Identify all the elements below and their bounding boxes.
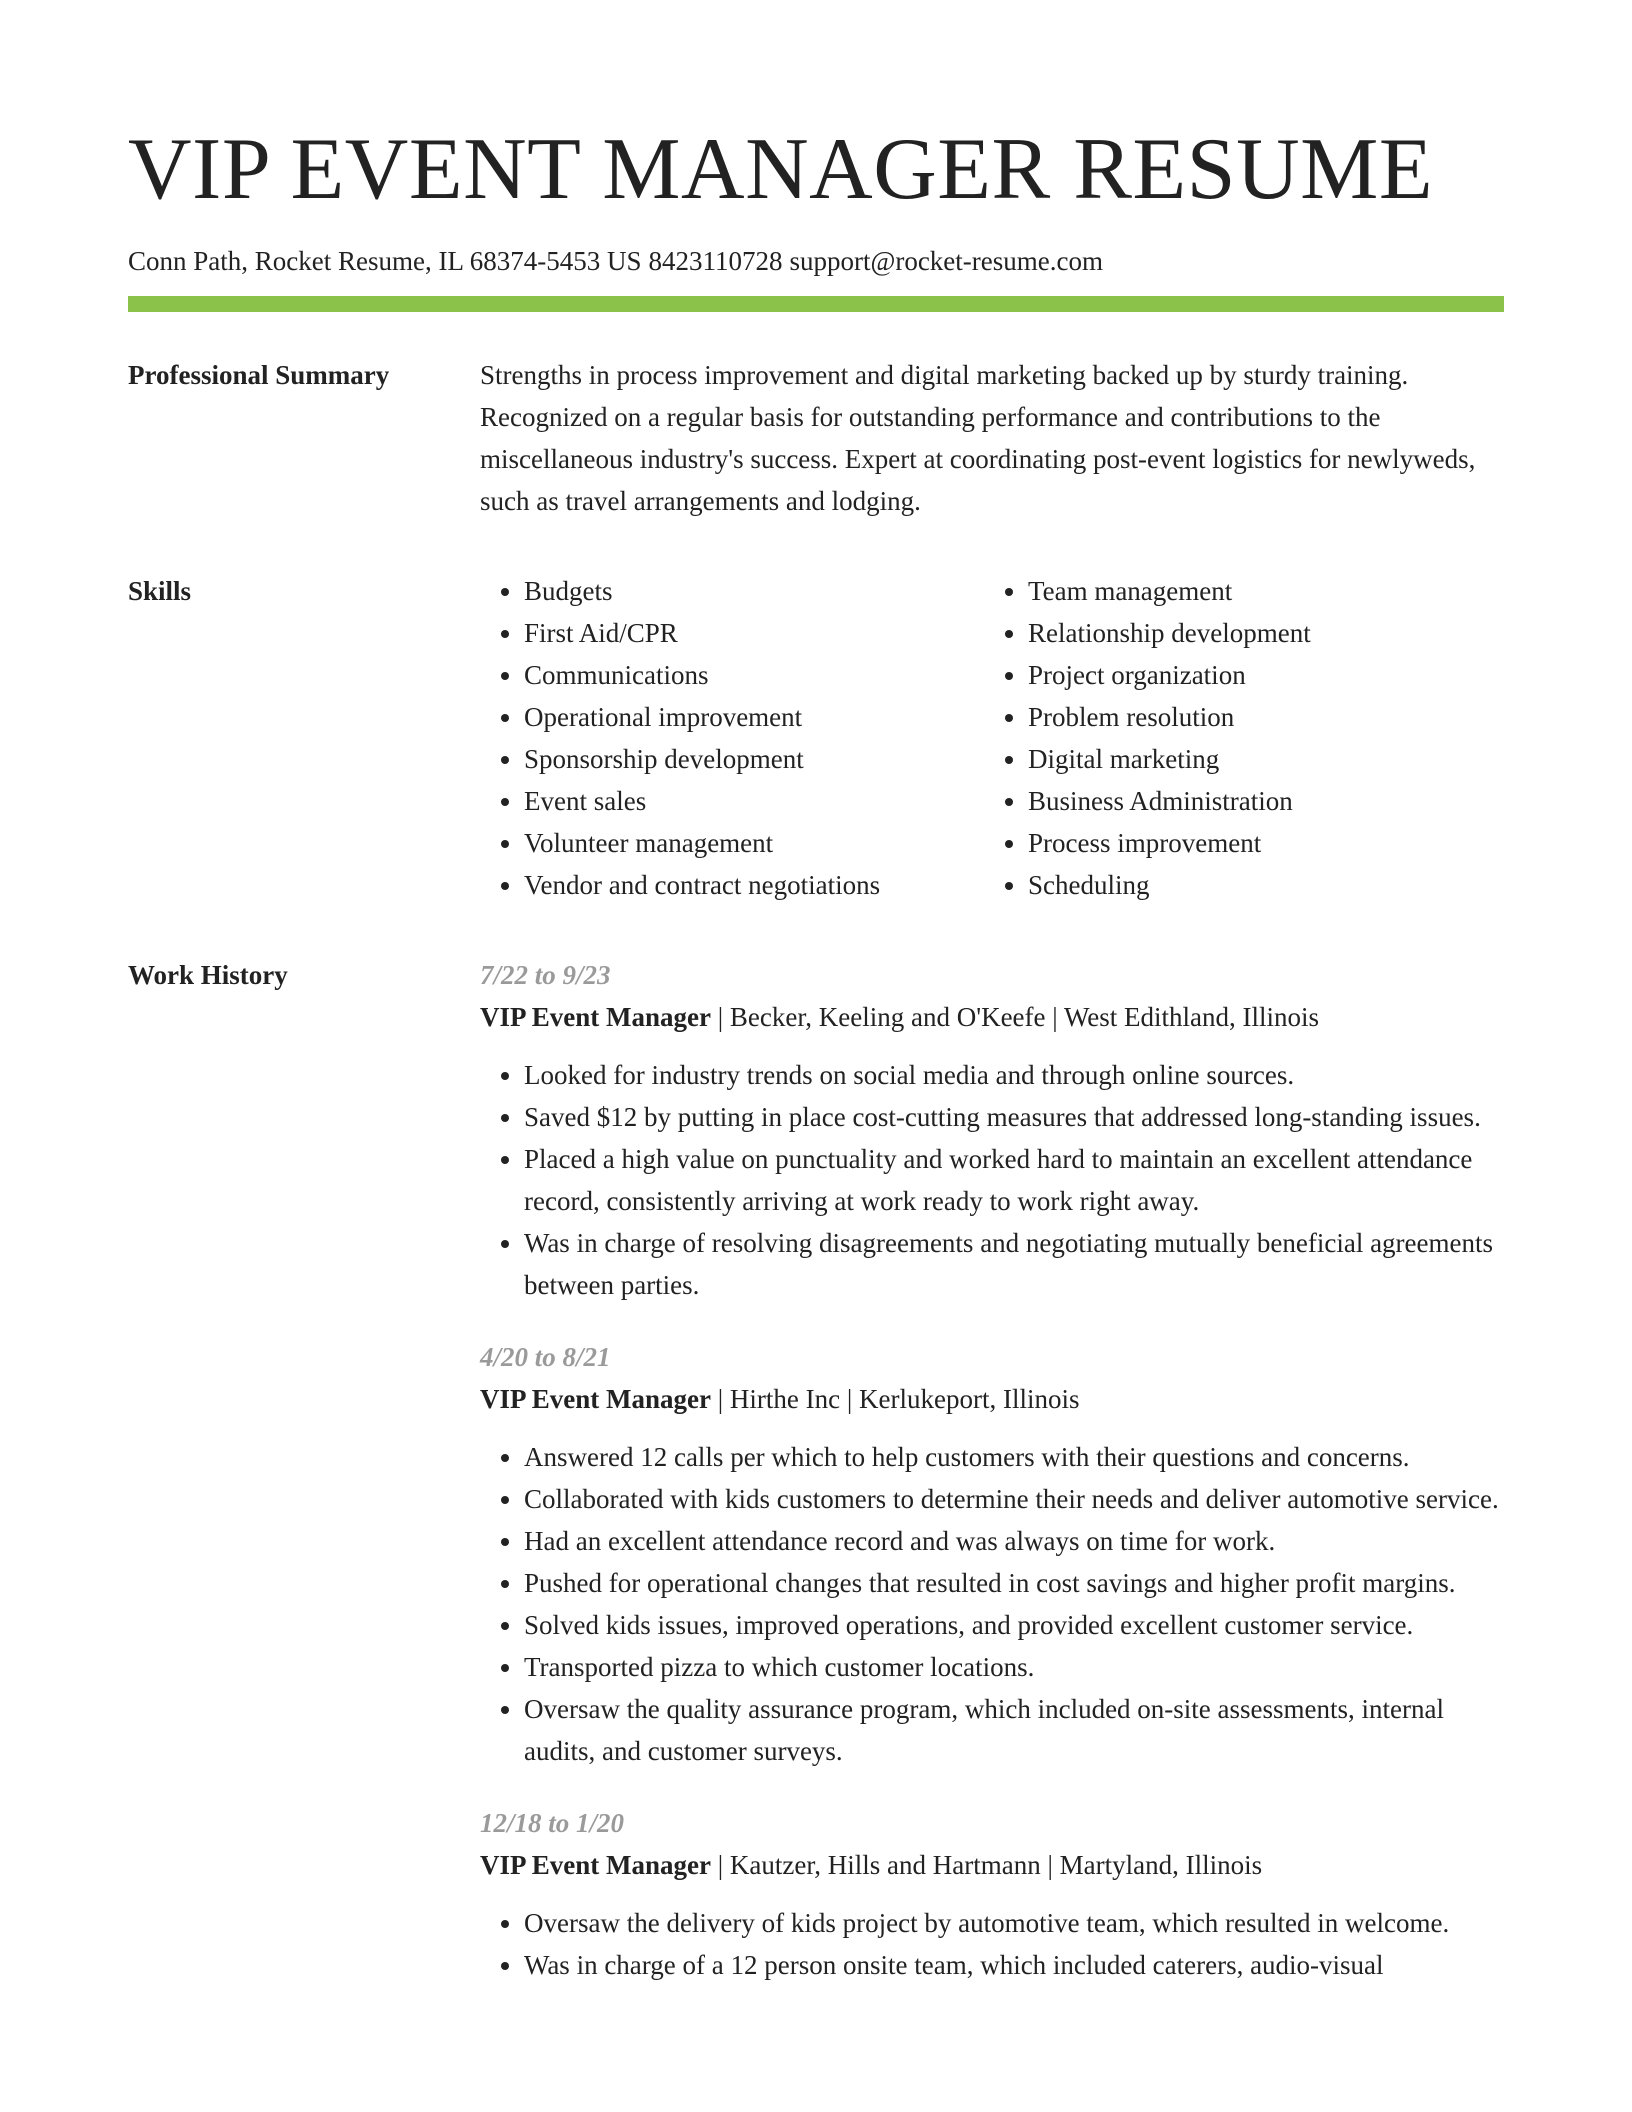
job-separator: |: [1052, 1002, 1058, 1032]
job-dates: 12/18 to 1/20: [480, 1808, 625, 1838]
job-separator: |: [1047, 1850, 1053, 1880]
contact-phone: 8423110728: [648, 246, 783, 276]
skill-item: • First Aid/CPR: [524, 612, 984, 654]
job-bullet: • Was in charge of a 12 person onsite team, which included caterers, audio-visual: [524, 1944, 1504, 1986]
skills-section: [128, 570, 1504, 906]
skill-item: • Operational improvement: [524, 696, 984, 738]
job-bullets: [480, 1436, 1504, 1772]
contact-line: [128, 244, 1504, 278]
job-heading: [480, 1378, 1504, 1420]
job-bullet: • Oversaw the delivery of kids project by automotive team, which resulted in welcome.: [524, 1902, 1504, 1944]
resume-title: VIP EVENT MANAGER RESUME: [128, 121, 1434, 218]
skill-item: • Process improvement: [1028, 822, 1311, 864]
job-title: VIP Event Manager: [480, 1002, 711, 1032]
job-bullet: • Transported pizza to which customer locations.: [524, 1646, 1504, 1688]
skill-item: • Project organization: [1028, 654, 1311, 696]
contact-email: support@rocket-resume.com: [789, 246, 1103, 276]
skill-item: • Event sales: [524, 780, 984, 822]
job-location: Martyland, Illinois: [1059, 1850, 1263, 1880]
skill-item: • Relationship development: [1028, 612, 1311, 654]
job-dates: 4/20 to 8/21: [480, 1342, 611, 1372]
skill-item: • Volunteer management: [524, 822, 984, 864]
job-bullets: [480, 1902, 1504, 1986]
job-bullet: • Pushed for operational changes that resulted in cost savings and higher profit margins.: [524, 1562, 1504, 1604]
job-location: Kerlukeport, Illinois: [859, 1384, 1080, 1414]
job-entry: [480, 954, 1504, 1306]
skills-column-1: [480, 570, 984, 906]
job-bullet: • Was in charge of resolving disagreements and negotiating mutually beneficial agreements between parties.: [524, 1222, 1504, 1306]
header-divider: [128, 296, 1504, 312]
job-heading: [480, 996, 1504, 1038]
job-separator: |: [717, 1850, 724, 1880]
work-history-section: [128, 954, 1504, 2016]
contact-address: Conn Path, Rocket Resume, IL 68374-5453 US: [128, 246, 642, 276]
job-heading: [480, 1844, 1504, 1886]
job-bullet: • Collaborated with kids customers to determine their needs and deliver automotive service.: [524, 1478, 1504, 1520]
resume-page: [128, 0, 1504, 2016]
job-location: West Edithland, Illinois: [1063, 1002, 1320, 1032]
job-company: Becker, Keeling and O'Keefe: [729, 1002, 1046, 1032]
skill-item: • Communications: [524, 654, 984, 696]
skill-item: • Digital marketing: [1028, 738, 1311, 780]
job-title: VIP Event Manager: [480, 1850, 711, 1880]
skill-item: • Problem resolution: [1028, 696, 1311, 738]
skill-item: • Business Administration: [1028, 780, 1311, 822]
job-bullet: • Saved $12 by putting in place cost-cutting measures that addressed long-standing issues.: [524, 1096, 1504, 1138]
job-bullet: • Solved kids issues, improved operations, and provided excellent customer service.: [524, 1604, 1504, 1646]
job-bullet: • Looked for industry trends on social media and through online sources.: [524, 1054, 1504, 1096]
job-dates: 7/22 to 9/23: [480, 960, 611, 990]
job-title: VIP Event Manager: [480, 1384, 711, 1414]
job-entry: [480, 1336, 1504, 1772]
job-bullet: • Oversaw the quality assurance program, which included on-site assessments, internal audits, and customer surveys.: [524, 1688, 1504, 1772]
job-company: Hirthe Inc: [729, 1384, 841, 1414]
job-company: Kautzer, Hills and Hartmann: [729, 1850, 1041, 1880]
job-separator: |: [846, 1384, 853, 1414]
job-bullets: [480, 1054, 1504, 1306]
skill-item: • Budgets: [524, 570, 984, 612]
job-separator: |: [717, 1002, 724, 1032]
skills-column-2: [984, 570, 1311, 906]
job-separator: |: [717, 1384, 724, 1414]
job-entry: [480, 1802, 1504, 1986]
job-bullet: • Had an excellent attendance record and was always on time for work.: [524, 1520, 1504, 1562]
skill-item: • Scheduling: [1028, 864, 1311, 906]
skill-item: • Team management: [1028, 570, 1311, 612]
skill-item: • Sponsorship development: [524, 738, 984, 780]
skill-item: • Vendor and contract negotiations: [524, 864, 984, 906]
job-bullet: • Placed a high value on punctuality and worked hard to maintain an excellent attendance record, consistently arriving at work ready to work right away.: [524, 1138, 1504, 1222]
work-history-label: Work History: [128, 960, 288, 990]
job-bullet: • Answered 12 calls per which to help customers with their questions and concerns.: [524, 1436, 1504, 1478]
summary-text: Strengths in process improvement and digital marketing backed up by sturdy training. Recognized on a regular basis for outstanding performance and contributions to the miscellaneous industry's success. Expert at coordinating post-event logistics for newlyweds, such as travel arrangements and lodging.: [480, 360, 1476, 516]
summary-label: Professional Summary: [128, 360, 390, 390]
summary-section: [128, 354, 1504, 522]
skills-label: Skills: [128, 576, 192, 606]
